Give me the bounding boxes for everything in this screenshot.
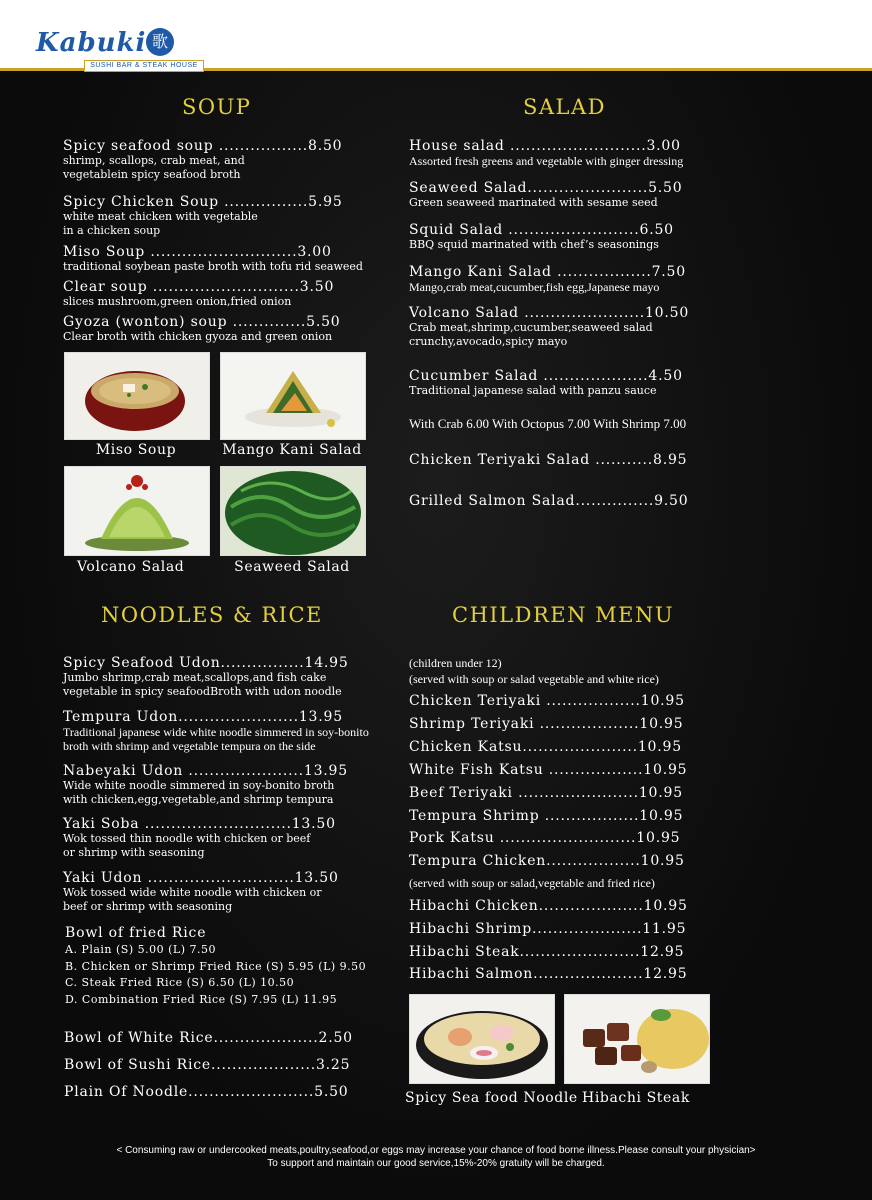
- photo-caption: Seaweed Salad: [234, 559, 350, 575]
- item-desc: Jumbo shrimp,crab meat,scallops,and fish cake vegetable in spicy seafoodBroth with udon noodle: [63, 671, 342, 698]
- mango-kani-salad-photo: [220, 352, 366, 440]
- menu-item-nabeyaki-udon: [63, 763, 348, 807]
- menu-item-kids-hibachi-steak: Hibachi Steak.......................12.95: [409, 944, 685, 960]
- menu-item-kids-white-fish-katsu: White Fish Katsu ..................10.95: [409, 762, 688, 778]
- item-name: Clear soup ............................3.50: [63, 279, 335, 295]
- item-name: Spicy seafood soup .................8.50: [63, 138, 343, 154]
- logo-emblem-icon: 歌: [146, 28, 174, 56]
- children-age-note: (children under 12): [409, 656, 502, 670]
- item-desc: Traditional japanese wide white noodle simmered in soy-bonito broth with shrimp and vegetable tempura on the side: [63, 725, 369, 753]
- menu-item-seaweed-salad: [409, 180, 682, 210]
- menu-item-grilled-salmon-salad: Grilled Salmon Salad...............9.50: [409, 493, 689, 509]
- item-name: Squid Salad .........................6.50: [409, 222, 674, 238]
- noodle-soup-photo: [409, 994, 555, 1084]
- children-menu-heading: CHILDREN MENU: [452, 603, 675, 627]
- menu-item-kids-tempura-chicken: Tempura Chicken..................10.95: [409, 853, 685, 869]
- menu-item-spicy-chicken-soup: [63, 194, 343, 238]
- item-name: Spicy Seafood Udon................14.95: [63, 655, 349, 671]
- noodles-rice-heading: NOODLES & RICE: [101, 603, 323, 627]
- menu-item-kids-tempura-shrimp: Tempura Shrimp ..................10.95: [409, 808, 684, 824]
- item-desc: white meat chicken with vegetable in a chicken soup: [63, 210, 258, 237]
- menu-item-plain-noodle: Plain Of Noodle........................5.50: [64, 1084, 349, 1100]
- menu-item-kids-hibachi-salmon: Hibachi Salmon.....................12.95: [409, 966, 688, 982]
- menu-item-kids-pork-katsu: Pork Katsu ..........................10.95: [409, 830, 681, 846]
- photo-caption: Spicy Sea food Noodle: [405, 1090, 578, 1106]
- item-name: Gyoza (wonton) soup ..............5.50: [63, 314, 341, 330]
- item-name: Mango Kani Salad ..................7.50: [409, 264, 686, 280]
- fried-rice-option: A. Plain (S) 5.00 (L) 7.50: [65, 943, 216, 956]
- brand-logo[interactable]: Kabuki: [36, 28, 147, 58]
- soup-heading: SOUP: [182, 95, 252, 119]
- menu-item-yaki-udon: [63, 870, 339, 914]
- gratuity-notice: To support and maintain our good service,15%-20% gratuity will be charged.: [267, 1158, 605, 1169]
- photo-caption: Mango Kani Salad: [222, 442, 362, 458]
- menu-item-kids-beef-teriyaki: Beef Teriyaki .......................10.95: [409, 785, 683, 801]
- item-desc: shrimp, scallops, crab meat, and vegetablein spicy seafood broth: [63, 154, 245, 181]
- hibachi-steak-photo: [564, 994, 710, 1084]
- menu-item-sushi-rice: Bowl of Sushi Rice....................3.25: [64, 1057, 351, 1073]
- menu-item-chicken-teriyaki-salad: Chicken Teriyaki Salad ...........8.95: [409, 452, 688, 468]
- item-name: Yaki Soba ............................13.50: [63, 816, 336, 832]
- menu-item-house-salad: [409, 138, 683, 168]
- item-desc: Assorted fresh greens and vegetable with ginger dressing: [409, 154, 684, 168]
- menu-item-spicy-seafood-udon: [63, 655, 349, 699]
- item-name: Seaweed Salad.......................5.50: [409, 180, 683, 196]
- photo-caption: Hibachi Steak: [582, 1090, 690, 1106]
- item-desc: slices mushroom,green onion,fried onion: [63, 295, 292, 308]
- item-desc: traditional soybean paste broth with tofu rid seaweed: [63, 260, 363, 273]
- volcano-salad-photo: [64, 466, 210, 556]
- item-desc: Wok tossed thin noodle with chicken or beef or shrimp with seasoning: [63, 832, 311, 859]
- item-name: Yaki Udon ............................13.50: [63, 870, 339, 886]
- item-desc: Crab meat,shrimp,cucumber,seaweed salad crunchy,avocado,spicy mayo: [409, 321, 653, 348]
- menu-item-tempura-udon: [63, 709, 369, 753]
- fried-rice-title: Bowl of fried Rice: [65, 925, 207, 941]
- hibachi-serving-note: (served with soup or salad,vegetable and fried rice): [409, 876, 655, 890]
- item-name: Spicy Chicken Soup ................5.95: [63, 194, 343, 210]
- item-desc: BBQ squid marinated with chef’s seasonings: [409, 238, 659, 251]
- item-name: Nabeyaki Udon ......................13.95: [63, 763, 348, 779]
- miso-soup-photo: [64, 352, 210, 440]
- menu-item-kids-hibachi-shrimp: Hibachi Shrimp.....................11.95: [409, 921, 687, 937]
- item-desc: Traditional japanese salad with panzu sauce: [409, 384, 657, 397]
- fried-rice-option: C. Steak Fried Rice (S) 6.50 (L) 10.50: [65, 976, 295, 989]
- item-desc: Mango,crab meat,cucumber,fish egg,Japanese mayo: [409, 280, 660, 294]
- menu-item-squid-salad: [409, 222, 674, 252]
- menu-item-kids-shrimp-teriyaki: Shrimp Teriyaki ...................10.95: [409, 716, 684, 732]
- menu-item-cucumber-salad: [409, 368, 683, 398]
- cucumber-salad-addons: With Crab 6.00 With Octopus 7.00 With Shrimp 7.00: [409, 416, 687, 431]
- item-name: Cucumber Salad ....................4.50: [409, 368, 683, 384]
- item-desc: Wok tossed wide white noodle with chicken or beef or shrimp with seasoning: [63, 886, 322, 913]
- menu-item-kids-hibachi-chicken: Hibachi Chicken....................10.95: [409, 898, 688, 914]
- item-desc: Wide white noodle simmered in soy-bonito broth with chicken,egg,vegetable,and shrimp tempura: [63, 779, 335, 806]
- photo-caption: Volcano Salad: [77, 559, 185, 575]
- item-name: Miso Soup ............................3.00: [63, 244, 332, 260]
- fried-rice-option: B. Chicken or Shrimp Fried Rice (S) 5.95 (L) 9.50: [65, 960, 367, 973]
- menu-item-clear-soup: [63, 279, 334, 309]
- item-desc: Green seaweed marinated with sesame seed: [409, 196, 658, 209]
- item-desc: Clear broth with chicken gyoza and green onion: [63, 330, 333, 343]
- menu-item-miso-soup: [63, 244, 363, 274]
- menu-item-spicy-seafood-soup: [63, 138, 342, 182]
- menu-item-mango-kani-salad: [409, 264, 686, 294]
- item-name: House salad ..........................3.00: [409, 138, 681, 154]
- menu-item-white-rice: Bowl of White Rice....................2.50: [64, 1030, 353, 1046]
- seaweed-salad-photo: [220, 466, 366, 556]
- fried-rice-option: D. Combination Fried Rice (S) 7.95 (L) 11.95: [65, 993, 338, 1006]
- children-serving-note: (served with soup or salad vegetable and white rice): [409, 672, 659, 686]
- brand-tagline: SUSHI BAR & STEAK HOUSE: [84, 60, 204, 72]
- menu-item-yaki-soba: [63, 816, 336, 860]
- menu-item-kids-chicken-teriyaki: Chicken Teriyaki ..................10.95: [409, 693, 685, 709]
- item-name: Volcano Salad .......................10.50: [409, 305, 690, 321]
- salad-heading: SALAD: [523, 95, 606, 119]
- menu-item-volcano-salad: [409, 305, 689, 349]
- photo-caption: Miso Soup: [95, 442, 177, 458]
- menu-item-kids-chicken-katsu: Chicken Katsu......................10.95: [409, 739, 682, 755]
- menu-item-gyoza-soup: [63, 314, 341, 344]
- food-safety-disclaimer: < Consuming raw or undercooked meats,poultry,seafood,or eggs may increase your chance of food borne illness.Please consult your physician>: [116, 1145, 756, 1156]
- item-name: Tempura Udon.......................13.95: [63, 709, 343, 725]
